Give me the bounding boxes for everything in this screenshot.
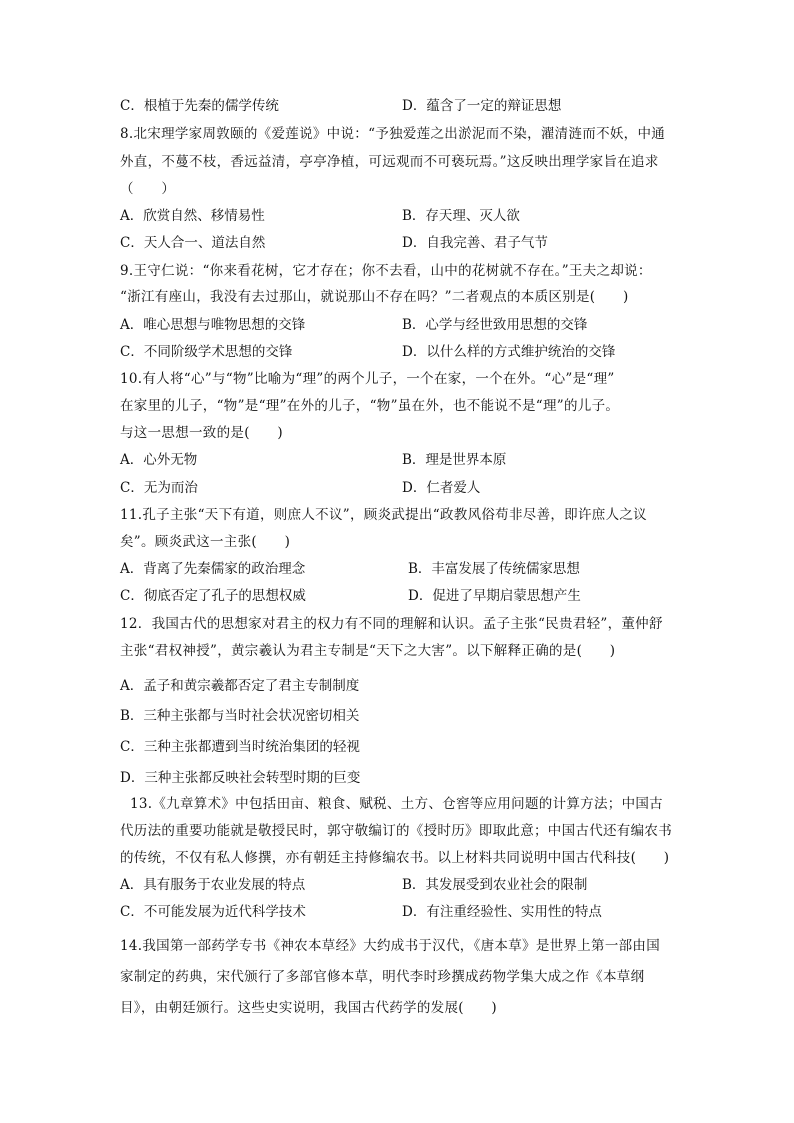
q10-stem-line-1: 10.有人将“心”与“物”比喻为“理”的两个儿子，一个在家，一个在外。“心”是“理” xyxy=(120,371,615,387)
q12-stem-line-1: 12．我国古代的思想家对君主的权力有不同的理解和认识。孟子主张“民贵君轻”，董仲舒 xyxy=(120,616,663,632)
q11-option-b: B．丰富发展了传统儒家思想 xyxy=(408,561,580,577)
q12-option-a: A．孟子和黄宗羲都否定了君主专制制度 xyxy=(120,678,360,694)
q11-option-d: D．促进了早期启蒙思想产生 xyxy=(408,588,581,604)
q13-option-d: D．有注重经验性、实用性的特点 xyxy=(402,904,602,920)
q8-stem-line-3: （ ） xyxy=(120,181,176,197)
q8-option-c: C．天人合一、道法自然 xyxy=(120,235,266,251)
q13-stem-line-3: 的传统，不仅有私人修撰，亦有朝廷主持修编农书。以上材料共同说明中国古代科技( ) xyxy=(120,850,670,866)
q13-stem-line-1: 13.《九章算术》中包括田亩、粮食、赋税、土方、仓窖等应用问题的计算方法；中国古 xyxy=(130,796,663,812)
q7-option-c: C．根植于先秦的儒学传统 xyxy=(120,98,279,114)
q13-option-b: B．其发展受到农业社会的限制 xyxy=(402,877,588,893)
q10-option-c: C．无为而治 xyxy=(120,480,198,496)
q12-option-d: D．三种主张都反映社会转型时期的巨变 xyxy=(120,770,361,786)
q11-stem-line-1: 11.孔子主张“天下有道，则庶人不议”，顾炎武提出“政教风俗苟非尽善，即许庶人之议 xyxy=(120,507,647,523)
q9-stem-line-1: 9.王守仁说：“你来看花树，它才存在；你不去看，山中的花树就不存在。”王夫之却说： xyxy=(120,263,652,279)
q9-option-b: B．心学与经世致用思想的交锋 xyxy=(402,317,588,333)
q13-option-c: C．不可能发展为近代科学技术 xyxy=(120,904,306,920)
q10-stem-line-2: 在家里的儿子，“物”是“理”在外的儿子，“物”虽在外，也不能说不是“理”的儿子。 xyxy=(120,398,620,414)
q14-stem-line-1: 14.我国第一部药学专书《神农本草经》大约成书于汉代，《唐本草》是世界上第一部由国 xyxy=(120,938,661,954)
q8-option-d: D．自我完善、君子气节 xyxy=(402,235,548,251)
q13-stem-line-2: 代历法的重要功能就是敬授民时，郭守敬编订的《授时历》即取此意；中国古代还有编农书 xyxy=(120,823,672,839)
q12-option-c: C．三种主张都遭到当时统治集团的轻视 xyxy=(120,739,360,755)
q8-option-a: A．欣赏自然、移情易性 xyxy=(120,208,265,224)
q11-option-a: A．背离了先秦儒家的政治理念 xyxy=(120,561,306,577)
q9-option-a: A．唯心思想与唯物思想的交锋 xyxy=(120,317,306,333)
q12-option-b: B．三种主张都与当时社会状况密切相关 xyxy=(120,708,360,724)
q11-stem-line-2: 矣”。顾炎武这一主张( ) xyxy=(120,534,291,550)
q8-stem-line-1: 8.北宋理学家周敦颐的《爱莲说》中说：“予独爱莲之出淤泥而不染，濯清涟而不妖，中通 xyxy=(120,126,666,142)
q13-option-a: A．具有服务于农业发展的特点 xyxy=(120,877,306,893)
q10-option-d: D．仁者爱人 xyxy=(402,480,481,496)
q11-option-c: C．彻底否定了孔子的思想权威 xyxy=(120,588,306,604)
q10-stem-line-3: 与这一思想一致的是( ) xyxy=(120,425,283,441)
q12-stem-line-2: 主张“君权神授”，黄宗羲认为君主专制是“天下之大害”。以下解释正确的是( ) xyxy=(120,643,616,659)
q8-option-b: B．存天理、灭人欲 xyxy=(402,208,520,224)
q9-stem-line-2: “浙江有座山，我没有去过那山，就说那山不存在吗？”二者观点的本质区别是( ) xyxy=(120,289,629,305)
q10-option-a: A．心外无物 xyxy=(120,452,198,468)
q9-option-c: C．不同阶级学术思想的交锋 xyxy=(120,344,293,360)
q14-stem-line-3: 目》，由朝廷颁行。这些史实说明，我国古代药学的发展( ) xyxy=(120,1000,497,1016)
q7-option-d: D．蕴含了一定的辩证思想 xyxy=(402,98,562,114)
q10-option-b: B．理是世界本原 xyxy=(402,452,507,468)
q8-stem-line-2: 外直，不蔓不枝，香远益清，亭亭净植，可远观而不可亵玩焉。”这反映出理学家旨在追求 xyxy=(120,154,659,170)
q14-stem-line-2: 家制定的药典，宋代颁行了多部官修本草，明代李时珍撰成药物学集大成之作《本草纲 xyxy=(120,969,645,985)
q9-option-d: D．以什么样的方式维护统治的交锋 xyxy=(402,344,616,360)
